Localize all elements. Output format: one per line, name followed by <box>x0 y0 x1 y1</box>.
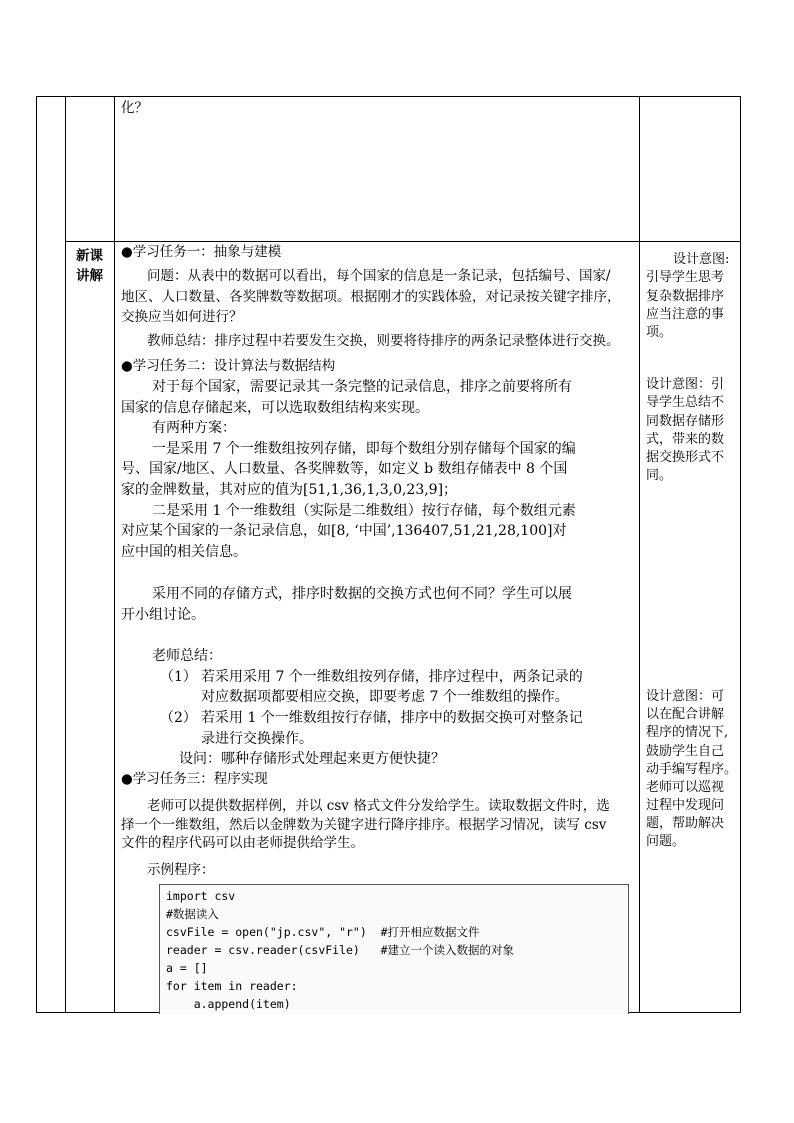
design-note-1-line2: 引导学生思考 <box>646 270 725 285</box>
code-line-3: csvFile = open("jp.csv", "r") #打开相应数据文件 <box>166 925 480 939</box>
code-line-1: import csv <box>166 889 236 903</box>
design-note-3-line9: 问题。 <box>646 834 686 849</box>
design-note-3-line6: 老师可以巡视 <box>646 780 725 795</box>
task2-item1-line1: 若采用采用 7 个一维数组按列存储，排序过程中，两条记录的 <box>201 669 583 685</box>
design-note-1-line4: 应当注意的事 <box>646 307 725 322</box>
design-note-3-line1: 设计意图：可 <box>646 689 725 704</box>
table-border-right <box>740 96 741 1013</box>
task2-heading: ●学习任务二：设计算法与数据结构 <box>121 358 336 374</box>
code-line-2: #数据读入 <box>166 907 219 921</box>
design-note-2-line1: 设计意图：引 <box>646 377 725 392</box>
task3-p1-line2: 择一个一维数组，然后以金牌数为关键字进行降序排序。根据学习情况，读写 csv <box>121 817 607 833</box>
task2-p4-line2: 对应某个国家的一条记录信息，如[8, ‘中国’,136407,51,21,28,100]对 <box>121 523 567 539</box>
task2-item2-number: （2） <box>160 710 197 726</box>
task2-p5-line2: 开小组讨论。 <box>121 607 205 623</box>
table-border-left <box>36 96 37 1013</box>
table-border-col1 <box>65 96 66 1013</box>
design-note-3-line5: 动手编写程序。 <box>646 762 738 777</box>
design-note-3-line7: 过程中发现问 <box>646 798 725 813</box>
task2-item1-line2: 对应数据项都要相应交换，即要考虑 7 个一维数组的操作。 <box>201 689 569 705</box>
section-label-line2: 讲解 <box>76 268 103 284</box>
task1-question-line1: 问题：从表中的数据可以看出，每个国家的信息是一条记录，包括编号、国家/ <box>147 268 611 284</box>
design-note-3-line3: 程序的情况下, <box>646 725 729 740</box>
task2-p4-line3: 应中国的相关信息。 <box>121 544 247 560</box>
task2-item1-number: （1） <box>160 669 197 685</box>
task1-question-line3: 交换应当如何进行？ <box>121 309 243 325</box>
code-line-4: reader = csv.reader(csvFile) #建立一个读入数据的对象 <box>166 943 515 957</box>
task2-p1-line2: 国家的信息存储起来，可以选取数组结构来实现。 <box>121 400 429 416</box>
task3-example-label: 示例程序： <box>147 862 215 878</box>
code-line-5: a = [] <box>166 961 208 975</box>
task3-heading: ●学习任务三：程序实现 <box>121 771 268 787</box>
task2-item2-line2: 录进行交换操作。 <box>201 731 313 747</box>
design-note-2-line2: 导学生总结不 <box>646 395 725 410</box>
design-note-2-line6: 同。 <box>646 468 673 483</box>
task2-p4-line1: 二是采用 1 个一维数组（实际是二维数组）按行存储，每个数组元素 <box>152 503 576 519</box>
design-note-3-line4: 鼓励学生自己 <box>646 744 725 759</box>
code-line-6: for item in reader: <box>166 979 298 993</box>
task1-question-line2: 地区、人口数量、各奖牌数等数据项。根据刚才的实践体验，对记录按关键字排序， <box>121 289 621 305</box>
design-note-2-line4: 式，带来的数 <box>646 432 725 447</box>
task2-p3-line1: 一是采用 7 个一维数组按列存储，即每个数组分别存储每个国家的编 <box>152 441 576 457</box>
task2-question: 设问：哪种存储形式处理起来更方便快捷？ <box>179 751 445 767</box>
task2-p3-line3: 家的金牌数量，其对应的值为[51,1,36,1,3,0,23,9]； <box>121 482 458 498</box>
design-note-3-line2: 以在配合讲解 <box>646 707 725 722</box>
code-line-7: a.append(item) <box>166 997 291 1011</box>
task2-p3-line2: 号、国家/地区、人口数量、各奖牌数等，如定义 b 数组存储表中 8 个国 <box>121 461 568 477</box>
top-row-text: 化？ <box>121 100 148 116</box>
task3-p1-line3: 文件的程序代码可以由老师提供给学生。 <box>121 835 364 851</box>
design-note-2-line5: 据交换形式不 <box>646 450 725 465</box>
task1-summary: 教师总结：排序过程中若要发生交换，则要将待排序的两条记录整体进行交换。 <box>147 333 620 349</box>
design-note-2-line3: 同数据存储形 <box>646 414 725 429</box>
task2-p1-line1: 对于每个国家，需要记录其一条完整的记录信息，排序之前要将所有 <box>152 379 572 395</box>
section-label-line1: 新课 <box>76 248 103 264</box>
design-note-3-line8: 题，帮助解决 <box>646 816 725 831</box>
table-border-top <box>36 96 741 97</box>
table-border-col2 <box>114 96 115 1013</box>
task1-heading: ●学习任务一：抽象与建模 <box>121 244 282 260</box>
design-note-1-line1: 设计意图: <box>673 252 730 267</box>
task2-p2: 有两种方案： <box>152 420 236 436</box>
table-border-col3 <box>639 96 640 1013</box>
design-note-1-line3: 复杂数据排序 <box>646 289 725 304</box>
task2-summary-title: 老师总结： <box>152 648 222 664</box>
task2-item2-line1: 若采用 1 个一维数组按行存储，排序中的数据交换可对整条记 <box>201 710 583 726</box>
task2-p5-line1: 采用不同的存储方式，排序时数据的交换方式也何不同？学生可以展 <box>152 586 572 602</box>
design-note-1-line5: 项。 <box>646 325 673 340</box>
task3-p1-line1: 老师可以提供数据样例，并以 csv 格式文件分发给学生。读取数据文件时，选 <box>147 798 610 814</box>
